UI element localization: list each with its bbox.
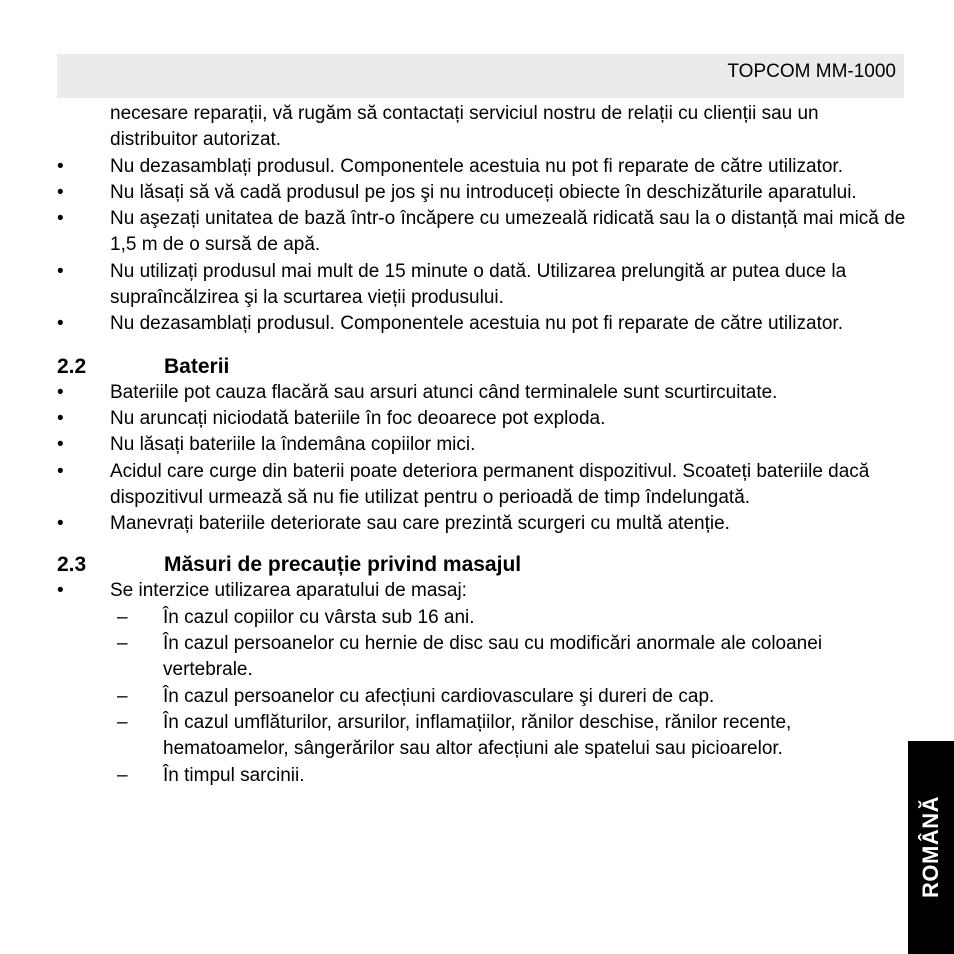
sub-list-item (57, 710, 907, 763)
page-content (57, 101, 907, 789)
bullet-marker: • (57, 313, 64, 335)
dash-marker: – (117, 606, 128, 628)
bullet-marker: • (57, 513, 64, 535)
page-header (57, 54, 904, 98)
section-heading-massage-precautions (57, 552, 907, 578)
list-item-text: Se interzice utilizarea aparatului de masaj: (110, 580, 467, 602)
list-item-text: Manevrați bateriile deteriorate sau care prezintă scurgeri cu multă atenție. (110, 513, 730, 535)
list-item (57, 459, 907, 512)
section-number: 2.3 (57, 553, 87, 577)
bullet-marker: • (57, 434, 64, 456)
continued-paragraph: necesare reparații, vă rugăm să contactați serviciul nostru de relații cu clienții sau un distribuitor autorizat. (110, 103, 819, 151)
list-item-text: Nu dezasamblați produsul. Componentele acestuia nu pot fi reparate de către utilizator. (110, 313, 843, 335)
section-title: Baterii (164, 354, 230, 378)
sub-list-item (57, 631, 907, 684)
language-side-tab (908, 741, 954, 954)
list-item-text: Bateriile pot cauza flacără sau arsuri atunci când terminalele sunt scurtircuitate. (110, 381, 778, 403)
bullet-marker: • (57, 208, 64, 230)
document-title: TOPCOM MM-1000 (727, 61, 896, 82)
list-item (57, 259, 907, 312)
list-item (57, 432, 907, 458)
list-item-text: Acidul care curge din baterii poate deteriora permanent dispozitivul. Scoateți bateriile dacă dispozitivul urmează să nu fie utilizat pentru o perioadă de timp îndelungată. (110, 460, 870, 508)
sub-list-item-text: În cazul umflăturilor, arsurilor, inflamațiilor, rănilor deschise, rănilor recente, hematoamelor, sângerărilor sau altor afecțiuni ale spatelui sau picioarelor. (163, 711, 792, 760)
sub-list-item-text: În timpul sarcinii. (163, 764, 305, 786)
bullet-marker: • (57, 580, 64, 602)
list-item (57, 206, 907, 259)
list-item-text: Nu aruncați niciodată bateriile în foc deoarece pot exploda. (110, 407, 606, 429)
dash-marker: – (117, 633, 128, 655)
list-item (57, 380, 907, 406)
dash-marker: – (117, 764, 128, 786)
list-item (57, 154, 907, 180)
list-item (57, 511, 907, 537)
list-item (57, 311, 907, 337)
language-label: ROMÂNĂ (918, 796, 943, 898)
bullet-marker: • (57, 381, 64, 403)
list-item-text: Nu dezasamblați produsul. Componentele acestuia nu pot fi reparate de către utilizator. (110, 155, 843, 177)
list-item-text: Nu lăsați să vă cadă produsul pe jos şi nu introduceți obiecte în deschizăturile aparatului. (110, 181, 857, 203)
section-number: 2.2 (57, 354, 87, 378)
list-item (57, 578, 907, 604)
list-item-text: Nu utilizați produsul mai mult de 15 minute o dată. Utilizarea prelungită ar putea duce la supraîncălzirea şi la scurtarea vieții produsului. (110, 260, 847, 309)
bullet-marker: • (57, 181, 64, 203)
bullet-marker: • (57, 260, 64, 282)
sub-list-item-text: În cazul persoanelor cu afecțiuni cardiovasculare şi dureri de cap. (163, 685, 715, 707)
sub-list-item (57, 763, 907, 789)
section-title: Măsuri de precauție privind masajul (164, 553, 522, 577)
list-item (57, 406, 907, 432)
sub-list-item-text: În cazul copiilor cu vârsta sub 16 ani. (163, 606, 475, 628)
sub-list-item (57, 605, 907, 631)
sub-list-item-text: În cazul persoanelor cu hernie de disc sau cu modificări anormale ale coloanei vertebrale. (163, 633, 823, 681)
bullet-marker: • (57, 155, 64, 177)
bullet-marker: • (57, 460, 64, 482)
list-item (57, 180, 907, 206)
dash-marker: – (117, 685, 128, 707)
sub-list-item (57, 684, 907, 710)
bullet-marker: • (57, 407, 64, 429)
dash-marker: – (117, 711, 128, 733)
section-heading-batteries (57, 354, 907, 380)
list-item-text: Nu aşezați unitatea de bază într-o încăpere cu umezeală ridicată sau la o distanță mai mică de 1,5 m de o sursă de apă. (110, 208, 906, 256)
list-item-text: Nu lăsați bateriile la îndemâna copiilor mici. (110, 434, 476, 456)
